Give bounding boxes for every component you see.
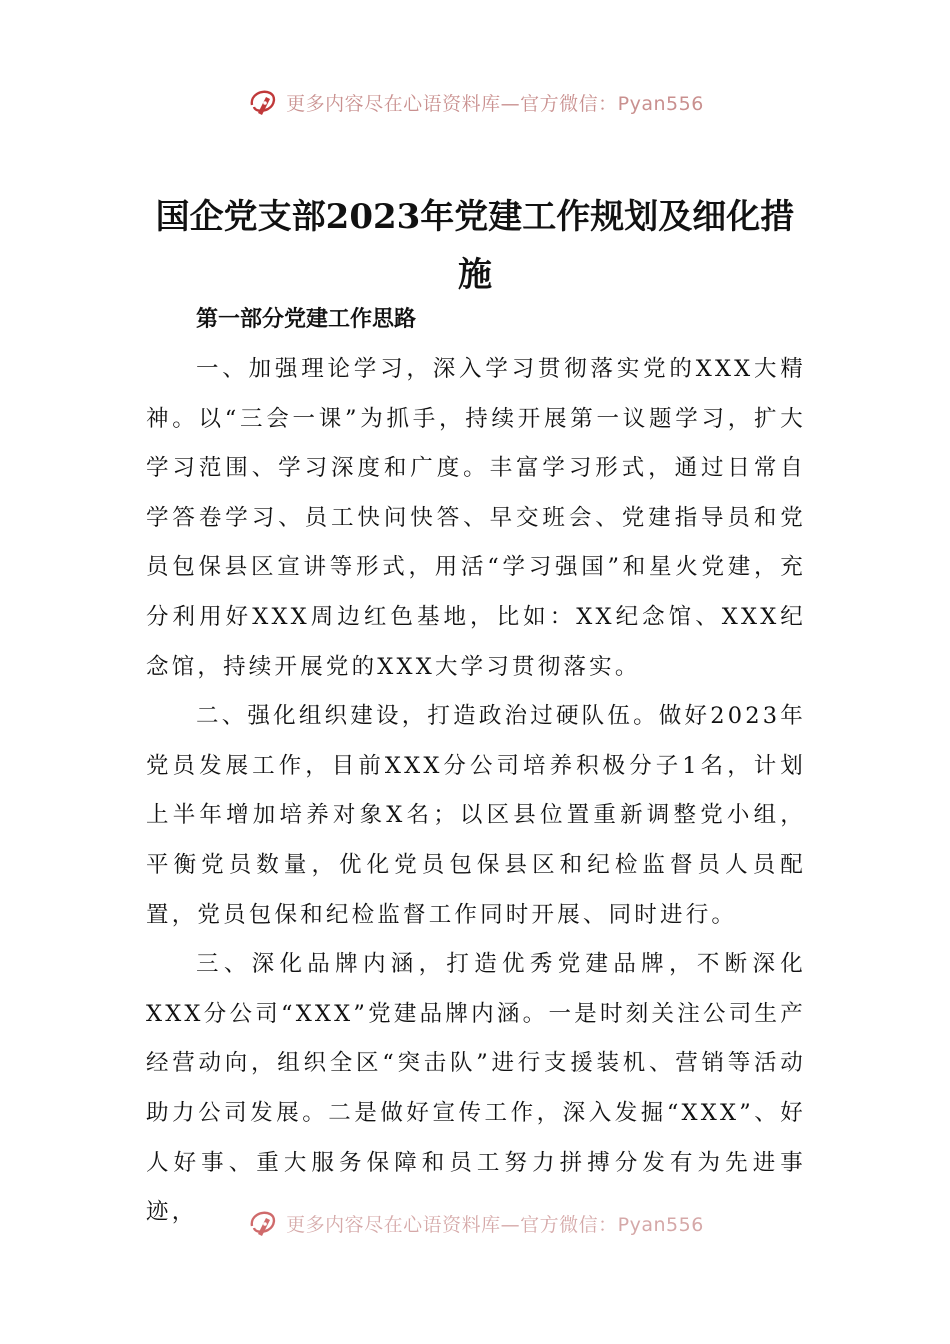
header-watermark	[0, 82, 950, 122]
document-body	[146, 345, 806, 1238]
document-title: 国企党支部2023年党建工作规划及细化措施	[155, 197, 795, 295]
section-heading: 第一部分党建工作思路	[196, 307, 417, 332]
paragraph-1: 一、加强理论学习，深入学习贯彻落实党的XXX大精神。以“三会一课”为抓手，持续开展第一议题学习，扩大学习范围、学习深度和广度。丰富学习形式，通过日常自学答卷学习、员工快问快答、早交班会、党建指导员和党员包保县区宣讲等形式，用活“学习强国”和星火党建，充分利用好XXX周边红色基地，比如：XX纪念馆、XXX纪念馆，持续开展党的XXX大学习贯彻落实。	[146, 356, 806, 680]
paragraph-2: 二、强化组织建设，打造政治过硬队伍。做好2023年党员发展工作，目前XXX分公司培养积极分子1名，计划上半年增加培养对象X名；以区县位置重新调整党小组，平衡党员数量，优化党员包保县区和纪检监督员人员配置，党员包保和纪检监督工作同时开展、同时进行。	[146, 703, 806, 928]
watermark-text: 更多内容尽在心语资料库—官方微信：Pyan556	[286, 1213, 704, 1236]
watermark-text: 更多内容尽在心语资料库—官方微信：Pyan556	[286, 92, 704, 115]
footer-watermark	[0, 1203, 950, 1243]
pen-nib-swirl-logo-icon	[246, 85, 280, 119]
pen-nib-swirl-logo-icon	[246, 1206, 280, 1240]
paragraph-3: 三、深化品牌内涵，打造优秀党建品牌，不断深化XXX分公司“XXX”党建品牌内涵。一是时刻关注公司生产经营动向，组织全区“突击队”进行支援装机、营销等活动助力公司发展。二是做好宣传工作，深入发掘“XXX”、好人好事、重大服务保障和员工努力拼搏分发有为先进事迹，	[146, 951, 806, 1226]
